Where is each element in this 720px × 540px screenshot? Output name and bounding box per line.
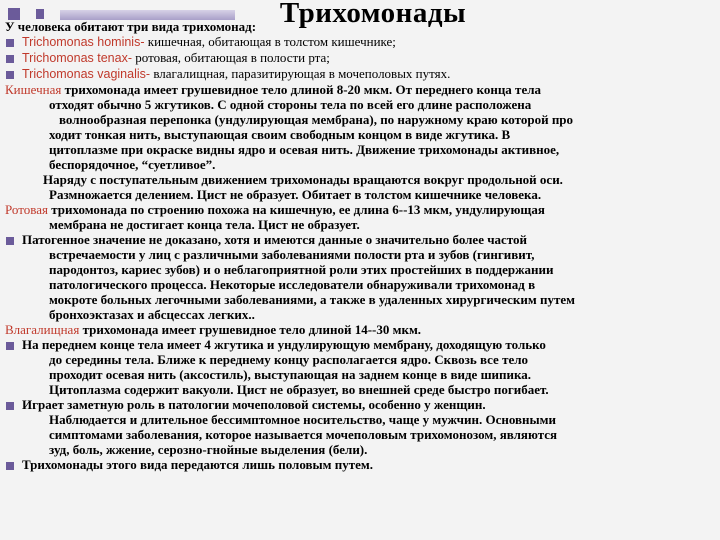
intestinal-first-line [5, 82, 715, 97]
bullet-line: Трихомонады этого вида передаются лишь половым путем. [5, 457, 715, 472]
paragraph-line: встречаемости у лиц с различными заболеваниями полости рта и зубов (гингивит, [49, 247, 535, 262]
paragraph-text: трихомонада по строению похожа на кишечную, ее длина 6--13 мкм, ундулирующая [47, 202, 545, 217]
paragraph-line: Цитоплазма содержит вакуоли. Цист не образует, во внешней среде быстро погибает. [49, 382, 549, 397]
species-item [5, 66, 715, 82]
paragraph-line: до середины тела. Ближе к переднему концу располагается ядро. Сквозь все тело [49, 352, 529, 367]
species-desc: ротовая, обитающая в полости рта; [132, 50, 330, 65]
species-desc: кишечная, обитающая в толстом кишечнике; [144, 34, 396, 49]
paragraph-line: пародонтоз, кариес зубов) и о неблагоприятной роли этих простейших в поддержании [49, 262, 554, 277]
paragraph-line: волнообразная перепонка (ундулирующая мембрана), по наружному краю которой про [59, 112, 574, 127]
bullet-line: Играет заметную роль в патологии мочеполовой системы, особенно у женщин. [5, 397, 715, 412]
paragraph-line: Наряду с поступательным движением трихомонады вращаются вокруг продольной оси. [43, 172, 563, 187]
bullet-line: На переднем конце тела имеет 4 жгутика и ундулирующую мембрану, доходящую только [5, 337, 715, 352]
species-name: Trichomonas tenax- [22, 51, 132, 65]
oral-term: Ротовая [5, 202, 48, 217]
paragraph-line: бронхоэктазах и абсцессах легких.. [49, 307, 255, 322]
paragraph-line: зуд, боль, жжение, серозно-гнойные выделения (бели). [49, 442, 368, 457]
paragraph-line: ходит тонкая нить, выступающая своим свободным концом в виде жгутика. В [49, 127, 511, 142]
species-name: Trichomonas hominis- [22, 35, 145, 49]
paragraph-line: патологического процесса. Некоторые исследователи обнаруживали трихомонад в [49, 277, 536, 292]
oral-first-line [5, 202, 715, 217]
vaginal-first-line [5, 322, 715, 337]
intestinal-term: Кишечная [5, 82, 62, 97]
vaginal-term: Влагалищная [5, 322, 80, 337]
paragraph-line: Наблюдается и длительное бессимптомное носительство, чаще у мужчин. Основными [49, 412, 557, 427]
paragraph-text: трихомонада имеет грушевидное тело длиной 8-20 мкм. От переднего конца тела [61, 82, 542, 97]
paragraph-line: симптомами заболевания, которое называется мочеполовым трихомонозом, являются [49, 427, 558, 442]
paragraph-line: Размножается делением. Цист не образует. Обитает в толстом кишечнике человека. [49, 187, 542, 202]
slide-body [5, 19, 715, 472]
paragraph-line: отходят обычно 5 жгутиков. С одной стороны тела по всей его длине расположена [49, 97, 532, 112]
slide-title: Трихомонады [279, 0, 467, 29]
bullet-line: Патогенное значение не доказано, хотя и имеются данные о значительно более частой [5, 232, 715, 247]
paragraph-line: проходит осевая нить (аксостиль), выступающая на заднем конце в виде шипика. [49, 367, 532, 382]
paragraph-line: цитоплазме при окраске видны ядро и осевая нить. Движение трихомонады активное, [49, 142, 560, 157]
paragraph-line: мембрана не достигает конца тела. Цист не образует. [49, 217, 360, 232]
paragraph-line: беспорядочное, “суетливое”. [49, 157, 216, 172]
decor-bar [36, 9, 44, 19]
paragraph-text: трихомонада имеет грушевидное тело длиной 14--30 мкм. [79, 322, 422, 337]
species-item [5, 34, 715, 50]
species-name: Trichomonas vaginalis- [22, 67, 151, 81]
intro-line: У человека обитают три вида трихомонад: [5, 19, 257, 34]
species-item [5, 50, 715, 66]
species-desc: влагалищная, паразитирующая в мочеполовых путях. [150, 66, 451, 81]
paragraph-line: мокроте больных легочными заболеваниями, а также в удаленных хирургическим путем [49, 292, 575, 307]
